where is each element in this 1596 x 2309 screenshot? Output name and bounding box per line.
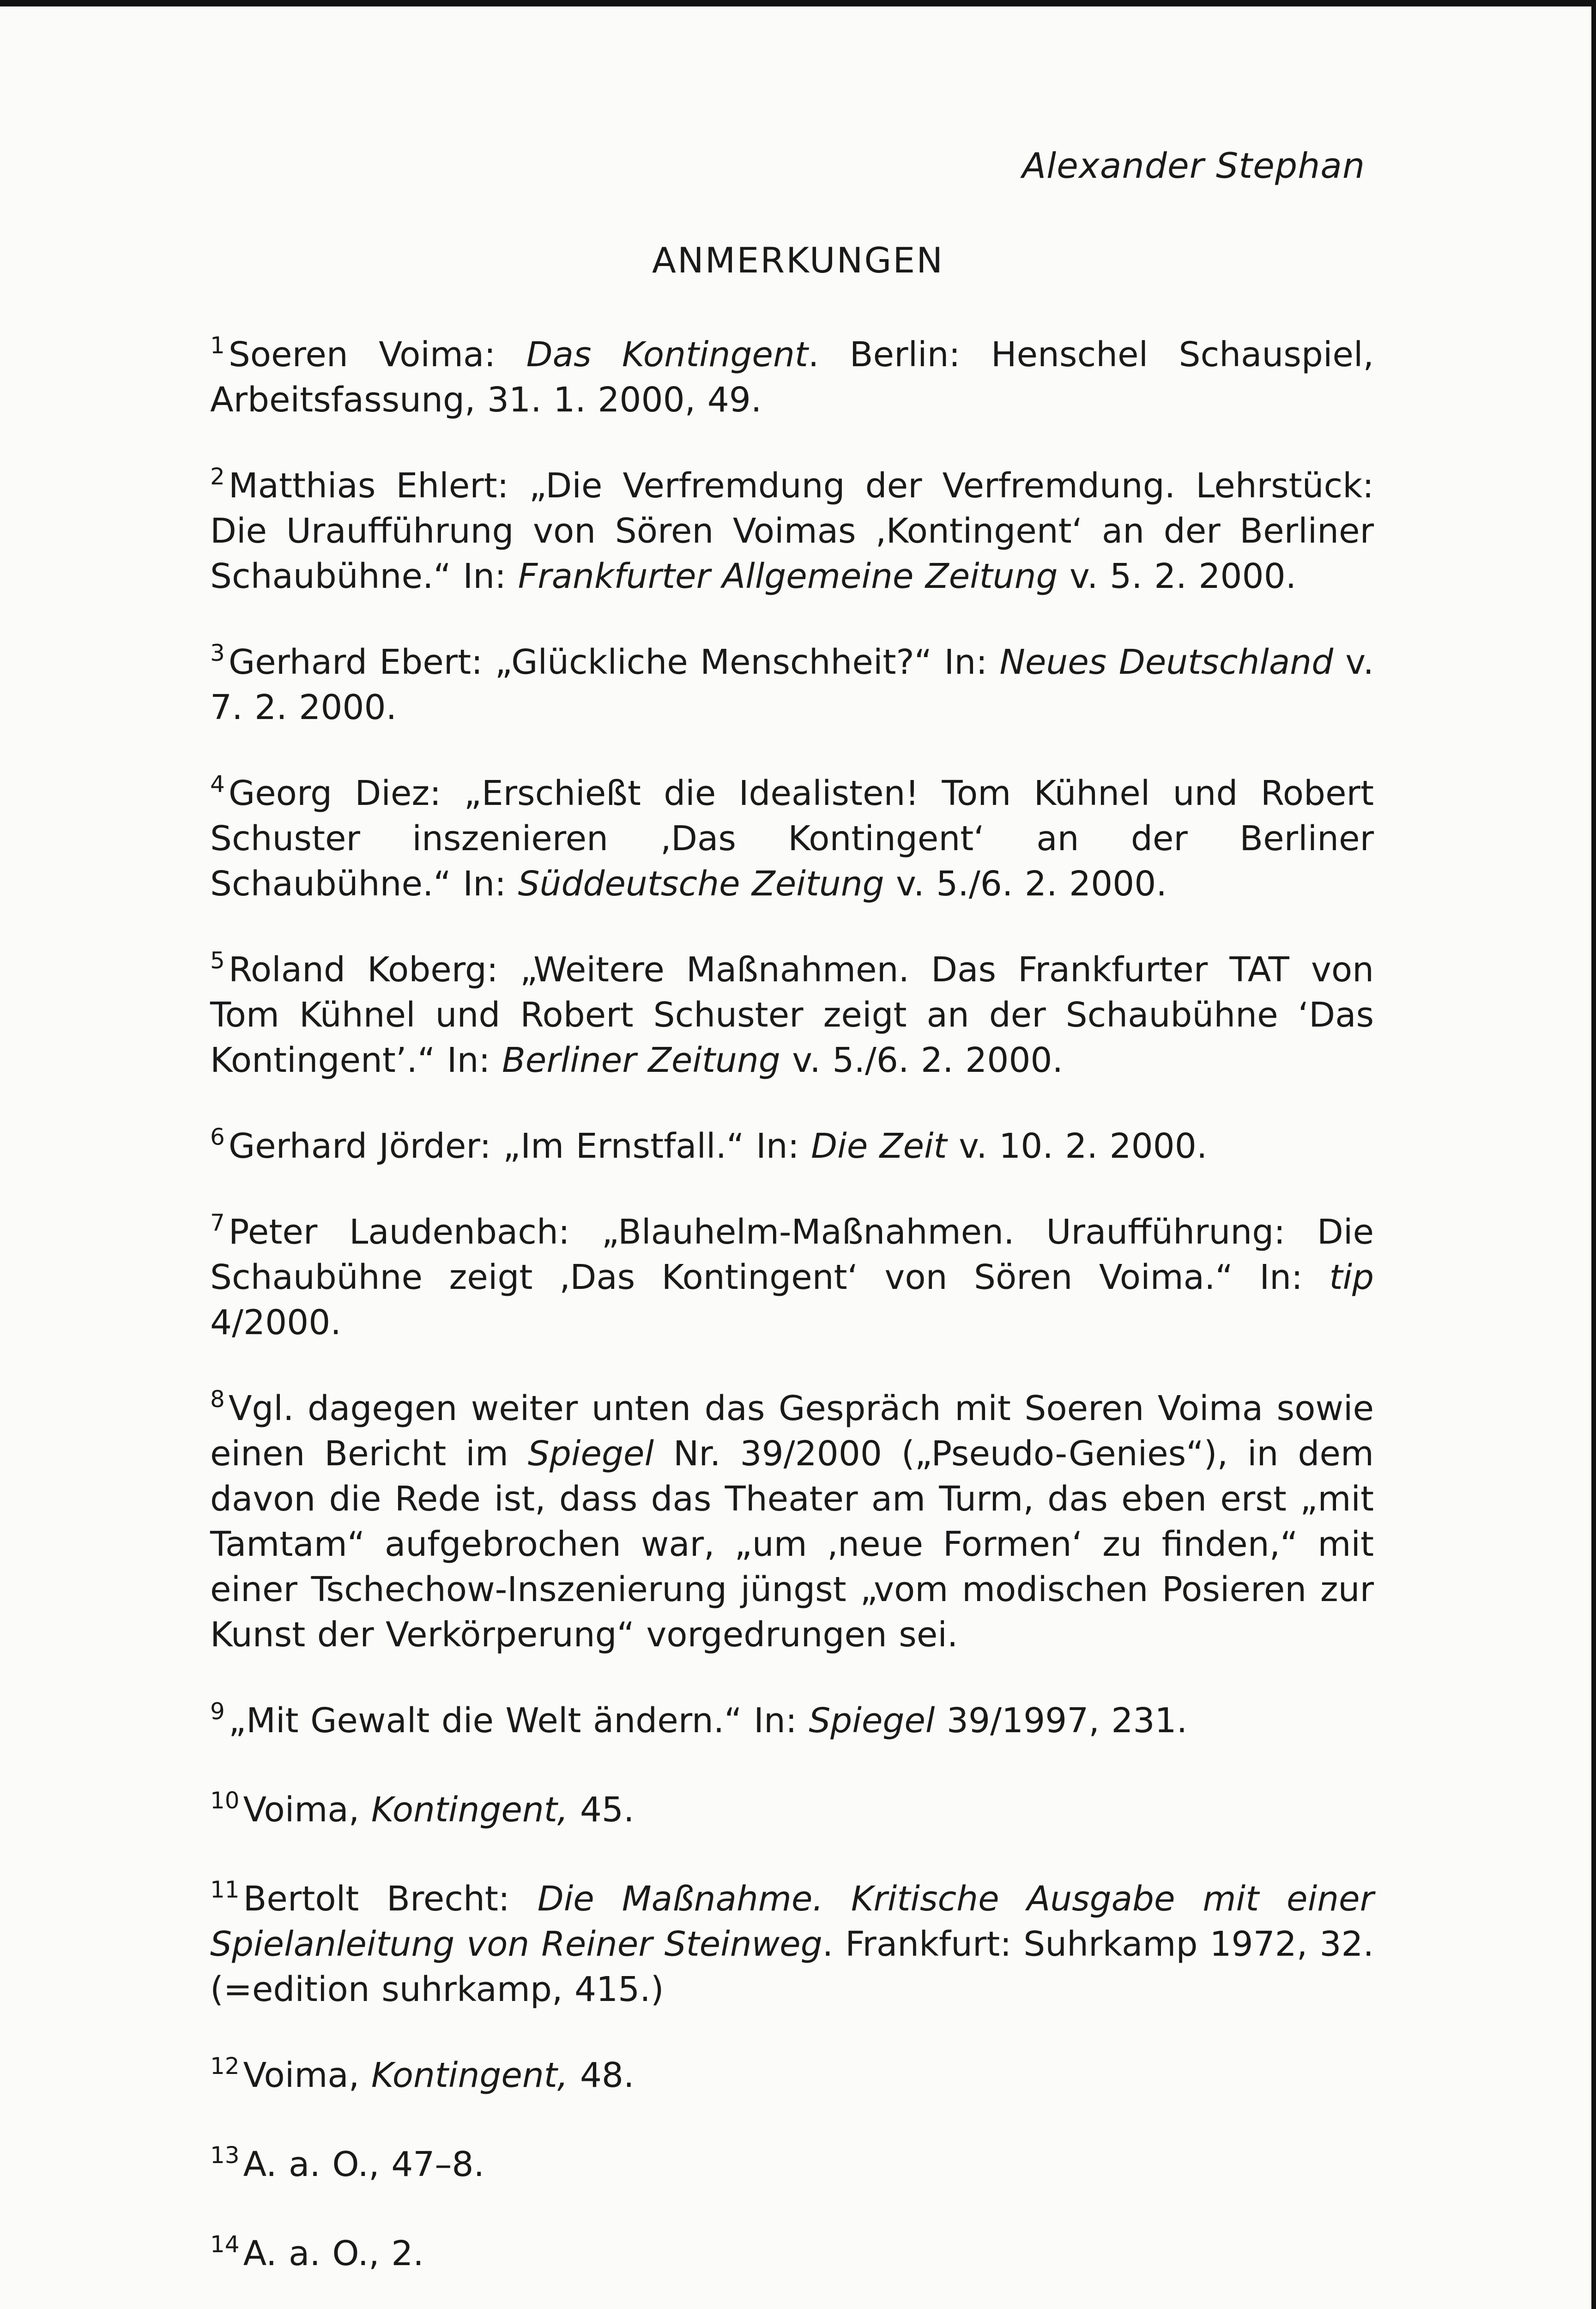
endnote (210, 2142, 1374, 2187)
endnote-title-italic: Kontingent, (371, 1790, 568, 1830)
endnote-number: 1 (210, 332, 225, 359)
endnote-text: Soeren Voima: (228, 335, 526, 375)
endnote-text: Matthias Ehlert: „Die Verfremdung der Verfremdung. Lehrstück: Die Uraufführung von Sören Voimas ‚Kontingent‘ an der Berliner Schaubühne.“ In: (210, 466, 1374, 596)
endnote-text: Gerhard Jörder: „Im Ernstfall.“ In: (228, 1126, 811, 1166)
endnote-text: Nr. 39/2000 („Pseudo-Genies“), in dem davon die Rede ist, dass das Theater am Turm, das eben erst „mit Tamtam“ aufgebrochen war, „um ‚neue Formen‘ zu finden,“ mit einer Tschechow-Inszenierung jüngst „vom modischen Posieren zur Kunst der Verkörperung“ vorgedrungen sei. (210, 1434, 1374, 1655)
endnote-text: 48. (568, 2055, 635, 2095)
endnote-text: . Frankfurt: Suhrkamp 1972, 32. (=edition suhrkamp, 415.) (210, 1924, 1374, 2009)
endnote-text: v. 5. 2. 2000. (1058, 556, 1297, 596)
endnote-text: v. 5./6. 2. 2000. (780, 1040, 1064, 1080)
endnote-title-italic: tip (1329, 1257, 1374, 1297)
endnote (210, 1876, 1374, 2012)
endnote-number: 3 (210, 640, 225, 666)
endnote-text: . Berlin: Henschel Schauspiel, Arbeitsfassung, 31. 1. 2000, 49. (210, 335, 1374, 420)
endnote (210, 947, 1374, 1083)
endnote (210, 1124, 1374, 1169)
endnote-number: 7 (210, 1209, 225, 1236)
endnote-text: 45. (568, 1790, 635, 1830)
endnote-text: Vgl. dagegen weiter unten das Gespräch mit Soeren Voima sowie einen Bericht im (210, 1389, 1374, 1474)
endnote-title-italic: Süddeutsche Zeitung (518, 864, 884, 904)
endnote (210, 1787, 1374, 1832)
endnote (210, 2053, 1374, 2098)
endnote-text: Voima, (243, 2055, 371, 2095)
endnote (210, 1386, 1374, 1657)
endnote-text: Roland Koberg: „Weitere Maßnahmen. Das Frankfurter TAT von Tom Kühnel und Robert Schuster zeigt an der Schaubühne ‘Das Kontingent’.“ In: (210, 950, 1374, 1080)
endnote-text: v. 10. 2. 2000. (947, 1126, 1208, 1166)
endnote-title-italic: Kontingent, (371, 2055, 568, 2095)
endnote-title-italic: Berliner Zeitung (502, 1040, 780, 1080)
endnote (210, 2231, 1374, 2276)
endnote-text: Voima, (243, 1790, 371, 1830)
endnote-title-italic: Die Maßnahme. Kritische Ausgabe mit einer Spielanleitung von Reiner Steinweg (210, 1879, 1374, 1964)
endnote-number: 11 (210, 1876, 240, 1903)
endnote-number: 9 (210, 1698, 225, 1725)
endnote-text: „Mit Gewalt die Welt ändern.“ In: (228, 1701, 809, 1741)
endnote-text: A. a. O., 47–8. (243, 2145, 484, 2184)
endnote-number: 4 (210, 771, 225, 798)
section-title: ANMERKUNGEN (652, 240, 944, 281)
endnotes-list (210, 332, 1374, 2309)
endnote-text: v. 5./6. 2. 2000. (884, 864, 1167, 904)
endnote-text: Bertolt Brecht: (243, 1879, 538, 1919)
endnote-text: v. 7. 2. 2000. (210, 642, 1374, 727)
endnote-number: 2 (210, 463, 225, 490)
running-header-author: Alexander Stephan (1022, 145, 1365, 186)
endnote-number: 12 (210, 2053, 240, 2079)
endnote-text: Gerhard Ebert: „Glückliche Menschheit?“ In: (228, 642, 1000, 682)
endnote-number: 5 (210, 947, 225, 974)
endnote (210, 463, 1374, 599)
endnote-number: 6 (210, 1124, 225, 1150)
endnote-number: 10 (210, 1787, 240, 1814)
endnote (210, 1698, 1374, 1743)
endnote-title-italic: Neues Deutschland (999, 642, 1334, 682)
endnote (210, 332, 1374, 423)
endnote-number: 8 (210, 1386, 225, 1413)
endnote-text: 4/2000. (210, 1303, 341, 1342)
endnote (210, 771, 1374, 907)
endnote-title-italic: Das Kontingent (526, 335, 808, 375)
endnote-text: Georg Diez: „Erschießt die Idealisten! Tom Kühnel und Robert Schuster inszenieren ‚Das Kontingent‘ an der Berliner Schaubühne.“ In: (210, 774, 1374, 904)
endnote-text: A. a. O., 2. (243, 2234, 424, 2273)
endnote-title-italic: Frankfurter Allgemeine Zeitung (518, 556, 1058, 596)
endnote-title-italic: Die Zeit (811, 1126, 947, 1166)
endnote (210, 1209, 1374, 1345)
endnote-title-italic: Spiegel (809, 1701, 935, 1741)
endnote-title-italic: Spiegel (527, 1434, 654, 1474)
endnote-number: 14 (210, 2231, 240, 2258)
endnote (210, 640, 1374, 730)
endnote-text: Peter Laudenbach: „Blauhelm-Maßnahmen. Uraufführung: Die Schaubühne zeigt ‚Das Kontingent‘ von Sören Voima.“ In: (210, 1212, 1374, 1297)
endnote-number: 13 (210, 2142, 240, 2169)
endnote-text: 39/1997, 231. (935, 1701, 1188, 1741)
